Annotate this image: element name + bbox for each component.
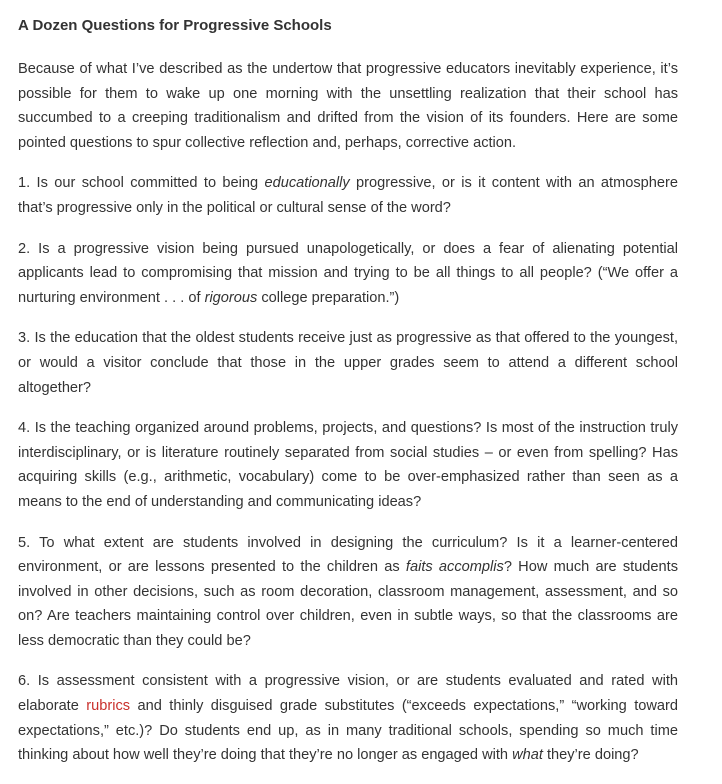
question-2-emphasis: rigorous [204, 289, 258, 306]
question-3: 3. Is the education that the oldest students receive just as progressive as that offered to the youngest, or would a visitor conclude that those in the upper grades seem to attend a different school altogether? [18, 330, 678, 396]
question-6-text-c: they’re doing? [542, 747, 639, 764]
article [18, 14, 678, 784]
question-6 [18, 669, 678, 767]
question-5-emphasis: faits accomplis [405, 559, 504, 576]
question-1-emphasis: educationally [264, 175, 350, 192]
question-6-text-a: 6. Is assessment consistent with a progressive vision, or are students evaluated and rated with elaborate [18, 673, 678, 715]
question-2 [18, 237, 678, 311]
question-5-text-b: ? How much are students involved in other decisions, such as room decoration, classroom management, assessment, and so on? Are teachers maintaining control over children, even in subtle ways, so that the classrooms are less democratic than they could be? [18, 559, 679, 649]
question-1 [18, 171, 678, 220]
question-1-text-b: progressive, or is it content with an atmosphere that’s progressive only in the political or cultural sense of the word? [18, 175, 678, 216]
question-5 [18, 531, 678, 654]
intro-paragraph: Because of what I’ve described as the undertow that progressive educators inevitably experience, it’s possible for them to wake up one morning with the unsettling realization that their school has succumbed to a creeping traditionalism and drifted from the vision of its founders. Here are some pointed questions to spur collective reflection and, perhaps, corrective action. [18, 61, 678, 151]
question-2-text-b: college preparation.”) [257, 289, 400, 306]
question-6-emphasis: what [512, 747, 543, 764]
question-4: 4. Is the teaching organized around problems, projects, and questions? Is most of the instruction truly interdisciplinary, or is literature routinely separated from social studies – or even from spelling? Has acquiring skills (e.g., arithmetic, vocabulary) come to be over-emphasized rather than seen as a means to the end of understanding and communicating ideas? [18, 420, 678, 510]
question-6-text-b: and thinly disguised grade substitutes (“exceeds expectations,” “working toward expectations,” etc.)? Do students end up, as in many traditional schools, spending so much time thinking about how well they’re doing that they’re no longer as engaged with [18, 698, 678, 764]
article-title: A Dozen Questions for Progressive Schools [18, 17, 332, 34]
question-5-text-a: 5. To what extent are students involved in designing the curriculum? Is it a learner-centered environment, or are lessons presented to the children as [18, 534, 678, 576]
question-2-text-a: 2. Is a progressive vision being pursued unapologetically, or does a fear of alienating potential applicants lead to compromising that mission and trying to be all things to all people? (“We offer a nurturing environment . . . of [18, 240, 678, 306]
question-1-text-a: 1. Is our school committed to being [18, 175, 265, 192]
rubrics-link[interactable]: rubrics [86, 698, 131, 715]
